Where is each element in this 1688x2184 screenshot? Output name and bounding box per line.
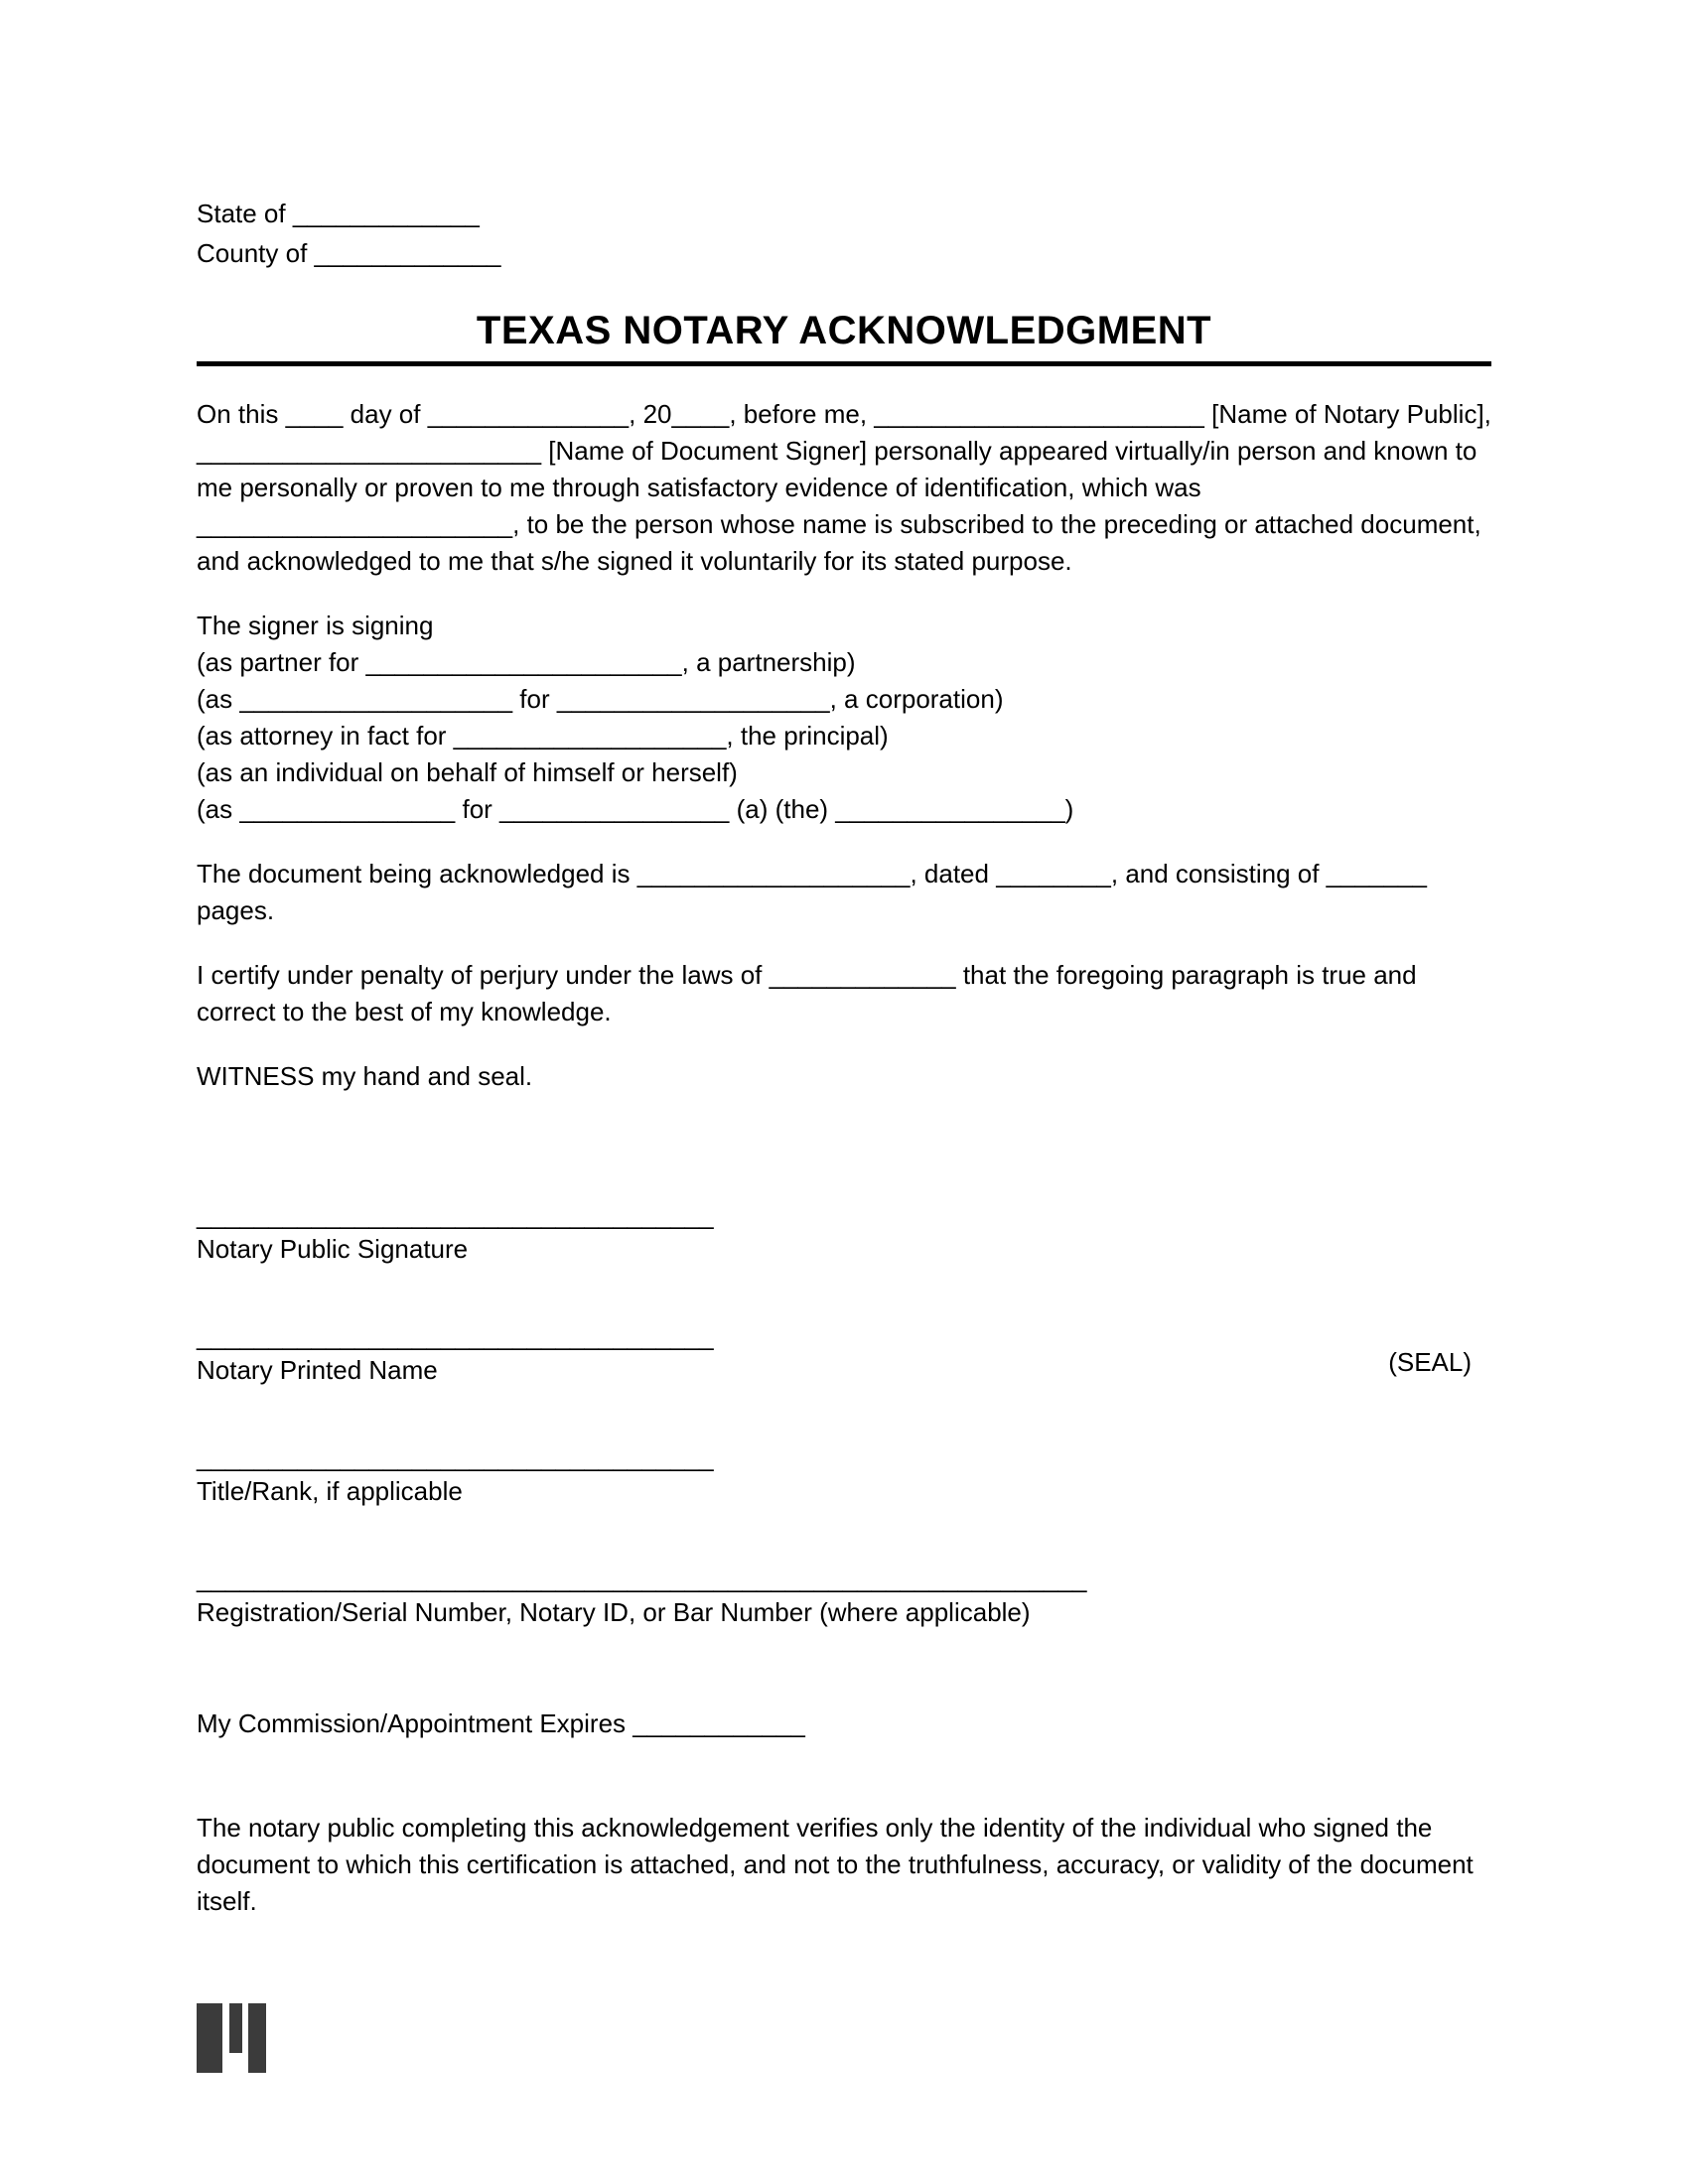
registration-number-label: Registration/Serial Number, Notary ID, or Bar Number (where applicable) [197,1597,1031,1627]
block-spacer-3 [197,1534,1491,1564]
registration-number-block [197,1564,1491,1629]
document-description-paragraph: The document being acknowledged is ___________________, dated ________, and consisting of _______ pages. [197,859,1427,925]
title-rank-label: Title/Rank, if applicable [197,1476,463,1506]
block-spacer-1 [197,1292,1491,1321]
certification-paragraph: I certify under penalty of perjury under the laws of _____________ that the foregoing paragraph is true and correct to the best of my knowledge. [197,960,1417,1026]
notary-signature-block [197,1200,1491,1266]
signer-option-attorney-in-fact: (as attorney in fact for ___________________, the principal) [197,721,889,751]
signer-option-individual: (as an individual on behalf of himself or herself) [197,757,738,787]
commission-expiration-line[interactable]: My Commission/Appointment Expires ____________ [197,1708,805,1738]
notary-printed-name-line[interactable]: ____________________________________ [197,1321,714,1351]
witness-line: WITNESS my hand and seal. [197,1061,533,1091]
county-line: County of _____________ [197,238,501,268]
main-paragraph: On this ____ day of ______________, 20____, before me, _______________________ [Name of Notary Public], ________________________ [Name of Document Signer] personally appeared virtually/in person and known to me personally or proven to me through satisfactory evidence of identification, which was ______________________, to be the person whose name is subscribed to the preceding or attached document, and acknowledged to me that s/he signed it voluntarily for its stated purpose. [197,399,1491,576]
title-rank-line[interactable]: ____________________________________ [197,1442,714,1472]
signer-capacity-block [197,608,1491,828]
signer-intro: The signer is signing [197,611,434,640]
signer-option-corporation: (as ___________________ for ___________________, a corporation) [197,684,1004,714]
notary-printed-name-block [197,1321,1491,1387]
state-line: State of _____________ [197,199,480,228]
page-title: TEXAS NOTARY ACKNOWLEDGMENT [476,309,1212,352]
signature-spacer [197,1123,1491,1200]
block-spacer-2 [197,1413,1491,1442]
registration-number-line[interactable]: ______________________________________________________________ [197,1564,1087,1593]
seal-label: (SEAL) [1388,1347,1472,1377]
legal-templates-logo [197,2003,266,2073]
signer-option-partner: (as partner for ______________________, a partnership) [197,647,856,677]
signer-option-other: (as _______________ for ________________ (a) (the) ________________) [197,794,1074,824]
notary-printed-name-label: Notary Printed Name [197,1355,438,1385]
notary-signature-label: Notary Public Signature [197,1234,469,1264]
block-spacer-4 [197,1655,1491,1706]
title-divider [197,361,1491,366]
notary-signature-line[interactable]: ____________________________________ [197,1200,714,1230]
jurisdiction-header [197,194,1491,273]
title-rank-block [197,1442,1491,1508]
notary-disclaimer: The notary public completing this acknowledgement verifies only the identity of the individual who signed the document to which this certification is attached, and not to the truthfulness, accuracy, or validity of the document itself. [197,1813,1474,1916]
